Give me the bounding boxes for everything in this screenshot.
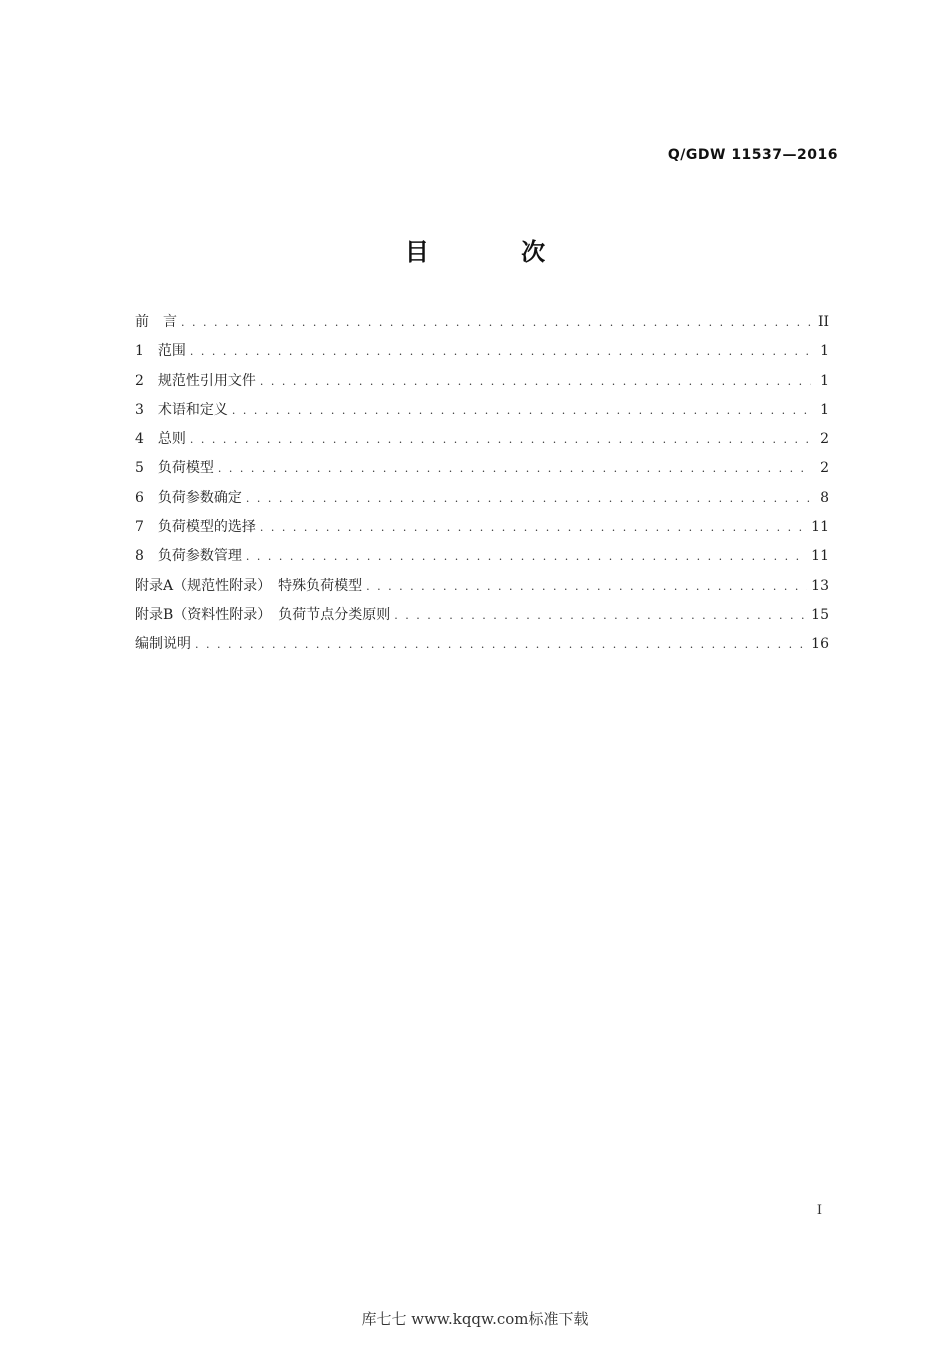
toc-entry-label: 5 负荷模型 — [135, 460, 214, 477]
toc-entry-label: 3 术语和定义 — [135, 401, 228, 418]
toc-leader-dots — [190, 337, 811, 366]
toc-entry-appendix-a[interactable] — [135, 572, 829, 601]
toc-entry-page: 1 — [820, 372, 829, 389]
toc-leader-dots — [366, 572, 807, 601]
toc-entry-page: 13 — [811, 577, 829, 594]
toc-leader-dots — [181, 308, 811, 337]
toc-entry-page: 1 — [820, 343, 829, 360]
toc-entry-scope[interactable] — [135, 337, 829, 366]
toc-entry-compilation-notes[interactable] — [135, 630, 829, 659]
toc-entry-page: 2 — [820, 460, 829, 477]
toc-entry-load-model[interactable] — [135, 454, 829, 483]
toc-entry-page: 16 — [811, 636, 829, 653]
toc-leader-dots — [260, 367, 811, 396]
toc-entry-load-parameter-management[interactable] — [135, 542, 829, 571]
document-code: Q/GDW 11537—2016 — [667, 147, 838, 163]
toc-entry-label: 前 言 — [135, 314, 177, 330]
toc-entry-general[interactable] — [135, 425, 829, 454]
page-number: I — [816, 1203, 822, 1218]
toc-entry-foreword[interactable] — [135, 308, 829, 337]
toc-entry-normative-references[interactable] — [135, 367, 829, 396]
footer-watermark: 库七七 www.kqqw.com标准下载 — [361, 1310, 589, 1328]
toc-entry-label: 编制说明 — [135, 636, 191, 653]
toc-entry-label: 附录B（资料性附录） 负荷节点分类原则 — [135, 606, 391, 623]
toc-leader-dots — [394, 601, 807, 630]
toc-leader-dots — [246, 484, 811, 513]
toc-entry-label: 1 范围 — [135, 343, 186, 360]
toc-leader-dots — [218, 454, 811, 483]
toc-entry-terms-definitions[interactable] — [135, 396, 829, 425]
toc-entry-page: 15 — [811, 606, 829, 623]
toc-entry-label: 7 负荷模型的选择 — [135, 519, 256, 536]
toc-entry-page: 11 — [811, 519, 829, 536]
toc-leader-dots — [246, 542, 807, 571]
toc-entry-load-parameter-determination[interactable] — [135, 484, 829, 513]
toc-entry-label: 4 总则 — [135, 431, 186, 448]
table-of-contents — [135, 308, 829, 660]
toc-leader-dots — [190, 425, 811, 454]
toc-entry-page: 2 — [820, 431, 829, 448]
toc-entry-page: 11 — [811, 548, 829, 565]
toc-entry-load-model-selection[interactable] — [135, 513, 829, 542]
toc-entry-label: 8 负荷参数管理 — [135, 548, 242, 565]
toc-entry-page: 1 — [820, 401, 829, 418]
toc-entry-appendix-b[interactable] — [135, 601, 829, 630]
toc-leader-dots — [232, 396, 811, 425]
toc-entry-label: 附录A（规范性附录） 特殊负荷模型 — [135, 577, 363, 594]
toc-leader-dots — [195, 630, 807, 659]
toc-leader-dots — [260, 513, 807, 542]
toc-entry-page: 8 — [820, 489, 829, 506]
toc-entry-page: II — [817, 314, 829, 330]
toc-title: 目 次 — [404, 238, 588, 266]
toc-entry-label: 2 规范性引用文件 — [135, 372, 256, 389]
toc-entry-label: 6 负荷参数确定 — [135, 489, 242, 506]
